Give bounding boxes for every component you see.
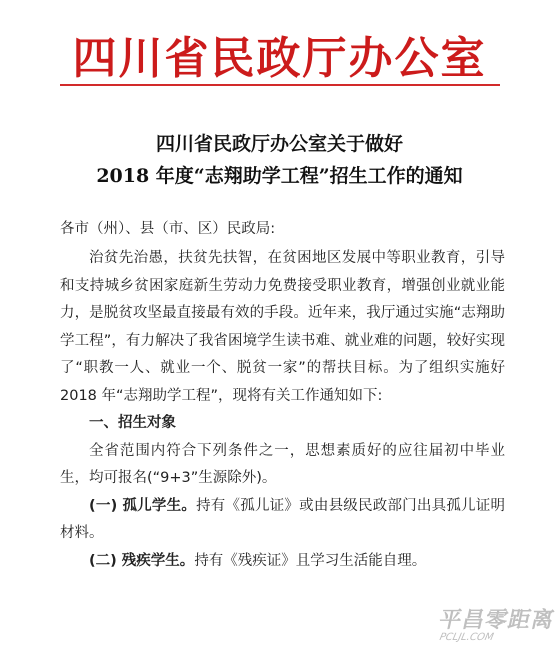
notice-title-line-2: 2018 年度“志翔助学工程”招生工作的通知 [96, 165, 463, 187]
intro-paragraph: 治贫先治愚，扶贫先扶智，在贫困地区发展中等职业教育，引导和支持城乡贫困家庭新生劳动力免费接受职业教育，增强创业就业能力，是脱贫攻坚最直接最有效的手段。近年来，我厅通过实施“志翔助学工程”，有力解决了我省困境学生读书难、就业难的问题，较好实现了“职教一人、就业一个、脱贫一家”的帮扶目标。为了组织实施好 2018 年“志翔助学工程”，现将有关工作通知如下: [60, 250, 505, 404]
item-orphan [60, 493, 505, 548]
enrollment-criteria-paragraph: 全省范围内符合下列条件之一，思想素质好的应往届初中毕业生，均可报名(“9+3”生源除外)。 [60, 442, 505, 486]
item-disabled-label: (二) 残疾学生。 [89, 552, 195, 569]
section-heading-enrollment: 一、招生对象 [89, 415, 176, 431]
item-orphan-label: (一) 孤儿学生。 [89, 497, 197, 514]
watermark-main-text: 平昌零距离 [436, 608, 557, 633]
item-disabled [60, 548, 505, 576]
watermark-sub-text: PCLJL.COM [438, 632, 495, 643]
body-text [60, 245, 505, 575]
salutation: 各市（州）、县（市、区）民政局: [60, 221, 276, 237]
item-orphan-text: 持有《孤儿证》或由县级民政部门出具孤儿证明材料。 [60, 497, 505, 541]
watermark-logo [434, 610, 556, 643]
item-disabled-text: 持有《残疾证》且学习生活能自理。 [194, 552, 427, 569]
letterhead-title: 四川省民政厅办公室 [72, 33, 487, 84]
red-divider-line [60, 84, 500, 86]
notice-title-line-1: 四川省民政厅办公室关于做好 [155, 133, 403, 155]
